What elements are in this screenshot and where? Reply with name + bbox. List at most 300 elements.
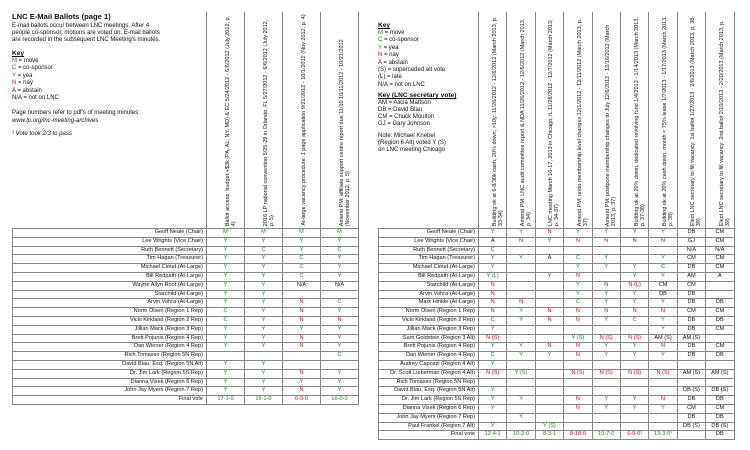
vote-cell: Y bbox=[283, 325, 321, 334]
member-row bbox=[379, 413, 735, 422]
vote-cell: N (S) bbox=[479, 334, 507, 343]
vote-cell: Y bbox=[479, 387, 507, 396]
member-name: John Jay Myers (Region 7 Rep) bbox=[13, 387, 207, 396]
secretary-key-am: AM = Alicia Mattson bbox=[378, 100, 431, 106]
key-meaning: = yea bbox=[381, 44, 399, 51]
vote-cell: CM bbox=[677, 255, 705, 264]
vote-cell: Y bbox=[620, 396, 648, 405]
vote-cell: Y bbox=[245, 237, 283, 246]
vote-cell: Y bbox=[620, 264, 648, 273]
vote-cell bbox=[564, 387, 592, 396]
key-item bbox=[12, 58, 39, 65]
member-row bbox=[13, 360, 359, 369]
vote-cell bbox=[507, 325, 535, 334]
member-row bbox=[379, 264, 735, 273]
vote-cell: N (L) bbox=[620, 281, 648, 290]
vote-cell bbox=[564, 413, 592, 422]
final-vote-label: Final vote bbox=[379, 431, 479, 440]
note-line-2: (Region 6 Alt) voted Y (S) bbox=[378, 140, 446, 146]
vote-cell: Y bbox=[245, 264, 283, 273]
vote-cell: N bbox=[535, 343, 563, 352]
member-row bbox=[379, 387, 735, 396]
vote-cell: Y bbox=[245, 290, 283, 299]
motion-column-header bbox=[479, 12, 507, 229]
vote-cell: DB bbox=[677, 290, 705, 299]
vote-cell bbox=[706, 378, 734, 387]
vote-cell: Y bbox=[649, 255, 677, 264]
vote-cell: Y bbox=[207, 378, 245, 387]
vote-cell bbox=[283, 352, 321, 361]
vote-cell: CM bbox=[677, 404, 705, 413]
vote-cell: DB (S) bbox=[706, 387, 734, 396]
final-vote-label: Final vote bbox=[13, 396, 207, 405]
vote-cell bbox=[649, 378, 677, 387]
vote-cell: Y bbox=[620, 352, 648, 361]
key-item bbox=[378, 82, 425, 89]
vote-cell bbox=[706, 334, 734, 343]
key-item bbox=[378, 74, 402, 81]
vote-cell: DB bbox=[706, 413, 734, 422]
vote-cell: CM bbox=[677, 281, 705, 290]
vote-cell: N (S) bbox=[592, 369, 620, 378]
vote-cell: Y bbox=[592, 316, 620, 325]
vote-cell: N bbox=[283, 369, 321, 378]
vote-cell: DB bbox=[677, 229, 705, 238]
vote-cell: C bbox=[564, 299, 592, 308]
member-name: Rich Tomasso (Region 5N Rep) bbox=[13, 352, 207, 361]
member-name: Dr. Jim Lark (Region 5S Rep) bbox=[379, 396, 479, 405]
vote-cell: N/A bbox=[321, 281, 359, 290]
vote-cell: N bbox=[507, 237, 535, 246]
vote-cell: Y bbox=[649, 325, 677, 334]
motion-title: Building ok at 6-8/30k cash, 20% down, >10y: 11/26/2012 - 12/6/2012 (March 2013, p. 33-34) bbox=[491, 16, 504, 226]
vote-cell bbox=[535, 325, 563, 334]
vote-cell bbox=[649, 360, 677, 369]
vote-cell: N bbox=[564, 343, 592, 352]
motion-column-header bbox=[592, 12, 620, 229]
key-code: Y bbox=[12, 72, 16, 79]
vote-cell: Y bbox=[479, 229, 507, 238]
vote-cell: M bbox=[245, 229, 283, 238]
member-name: Arvin Vohra (At-Large) bbox=[13, 299, 207, 308]
member-name: Michael Cloud (At-Large) bbox=[13, 264, 207, 273]
member-row bbox=[379, 316, 735, 325]
final-vote-tally: 10-2-0 bbox=[507, 431, 535, 440]
vote-cell: A bbox=[535, 255, 563, 264]
key-code: N bbox=[378, 52, 383, 59]
vote-cell: Y bbox=[564, 281, 592, 290]
motion-title: LNC meeting March 16-17, 2013 in Chicago, IL 11/28/2012 - 12/7/2012 (March 2013, p. 34-37) bbox=[548, 19, 561, 226]
vote-cell bbox=[535, 299, 563, 308]
key-code: M bbox=[378, 30, 383, 36]
vote-cell: Y bbox=[321, 369, 359, 378]
member-name: Bill Redpath (At-Large) bbox=[13, 272, 207, 281]
vote-cell: C bbox=[207, 316, 245, 325]
member-row bbox=[379, 334, 735, 343]
vote-cell: Y bbox=[207, 343, 245, 352]
key-code: (S) bbox=[378, 67, 386, 73]
vote-cell: Y bbox=[535, 352, 563, 361]
final-vote-tally: DB bbox=[706, 431, 734, 440]
vote-cell: Y bbox=[507, 255, 535, 264]
vote-cell: Y bbox=[321, 387, 359, 396]
vote-cell bbox=[592, 360, 620, 369]
vote-cell bbox=[620, 255, 648, 264]
vote-cell: DB bbox=[677, 413, 705, 422]
vote-cell: DB bbox=[677, 299, 705, 308]
vote-cell: A bbox=[706, 272, 734, 281]
vote-cell: N (S) bbox=[479, 369, 507, 378]
member-name: Vicki Kirkland (Region 2 Rep) bbox=[379, 316, 479, 325]
member-row bbox=[379, 352, 735, 361]
final-vote-row bbox=[13, 396, 359, 405]
vote-cell: Y bbox=[245, 316, 283, 325]
motion-title: Amend PM: postpone membership changes to July 12/6/2012 - 12/16/2012 (March 2013, p. 37) bbox=[605, 24, 617, 226]
vote-cell: CM bbox=[677, 308, 705, 317]
minutes-archive-link[interactable]: www.lp.org/lnc-meeting-archives bbox=[12, 118, 99, 124]
vote-cell: DB bbox=[649, 290, 677, 299]
vote-cell: N bbox=[620, 308, 648, 317]
vote-cell bbox=[564, 246, 592, 255]
key-meaning: = nay bbox=[16, 80, 33, 87]
member-row bbox=[13, 281, 359, 290]
key-code: Y bbox=[378, 44, 382, 51]
key-item bbox=[12, 95, 59, 102]
vote-cell: Y bbox=[321, 325, 359, 334]
member-name: Ruth Bennett (Secretary) bbox=[379, 246, 479, 255]
vote-cell: Y bbox=[620, 290, 648, 299]
vote-cell: C bbox=[479, 352, 507, 361]
vote-cell: Y bbox=[620, 272, 648, 281]
vote-cell: Y bbox=[321, 272, 359, 281]
member-row bbox=[379, 290, 735, 299]
key-meaning: = abstain bbox=[381, 59, 408, 66]
vote-cell bbox=[321, 360, 359, 369]
vote-cell: AM (S) bbox=[677, 334, 705, 343]
vote-cell: N bbox=[479, 308, 507, 317]
vote-cell bbox=[620, 325, 648, 334]
vote-cell bbox=[507, 422, 535, 431]
vote-cell: Y bbox=[245, 299, 283, 308]
vote-cell bbox=[620, 387, 648, 396]
member-name: Michael Cloud (At-Large) bbox=[379, 264, 479, 273]
secretary-key-cm: CM = Chuck Moulton bbox=[378, 114, 435, 120]
member-row bbox=[13, 308, 359, 317]
key-meaning: = yea bbox=[15, 72, 33, 79]
vote-cell: Y bbox=[283, 378, 321, 387]
motion-column-header bbox=[507, 12, 535, 229]
vote-cell: N bbox=[535, 316, 563, 325]
vote-cell bbox=[507, 264, 535, 273]
member-row bbox=[13, 316, 359, 325]
member-name: Norm Olsen (Region 1 Rep) bbox=[379, 308, 479, 317]
vote-cell: Y bbox=[592, 229, 620, 238]
vote-cell: Y bbox=[620, 404, 648, 413]
vote-cell: Y bbox=[592, 299, 620, 308]
vote-cell: N bbox=[564, 272, 592, 281]
vote-cell: CM bbox=[706, 343, 734, 352]
vote-cell: N (S) bbox=[620, 369, 648, 378]
motion-column-header bbox=[321, 12, 359, 229]
vote-cell: N bbox=[535, 229, 563, 238]
vote-cell bbox=[535, 387, 563, 396]
key-meaning: = superceded alt vote bbox=[386, 67, 446, 73]
vote-cell: Y bbox=[321, 264, 359, 273]
vote-cell: CM bbox=[649, 281, 677, 290]
vote-cell: N bbox=[592, 237, 620, 246]
vote-cell bbox=[507, 290, 535, 299]
page-ref-note: Page numbers refer to pdf's of meeting minutes: bbox=[12, 110, 140, 116]
vote-cell: Y bbox=[479, 404, 507, 413]
vote-cell: Y bbox=[207, 325, 245, 334]
key-meaning: = abstain bbox=[15, 87, 42, 94]
member-row bbox=[13, 272, 359, 281]
intro-line-2: people co-sponsor, motions are voted on. E-mail ballots bbox=[12, 30, 160, 36]
vote-cell bbox=[535, 404, 563, 413]
vote-cell: Y bbox=[564, 264, 592, 273]
member-name: Wayne Allyn Root (At-Large) bbox=[13, 281, 207, 290]
member-name: Lee Wrights (Vice Chair) bbox=[13, 237, 207, 246]
vote-cell: Y bbox=[507, 352, 535, 361]
vote-cell: Y bbox=[592, 343, 620, 352]
key-meaning: = co-sponsor bbox=[382, 37, 419, 44]
vote-cell: Y bbox=[507, 229, 535, 238]
member-row bbox=[379, 396, 735, 405]
vote-cell: N/A bbox=[706, 246, 734, 255]
vote-cell: Y (S) bbox=[507, 369, 535, 378]
key-code: N bbox=[12, 80, 17, 87]
vote-cell bbox=[706, 290, 734, 299]
key-code: (L) bbox=[378, 74, 386, 81]
vote-cell: Y bbox=[245, 334, 283, 343]
vote-cell: Y bbox=[649, 352, 677, 361]
vote-cell: C bbox=[479, 246, 507, 255]
secretary-key-db: DB = David Blau bbox=[378, 107, 423, 113]
secretary-key-title: Key (LNC secretary vote) bbox=[378, 92, 457, 99]
vote-cell: C bbox=[283, 272, 321, 281]
member-name: David Blau, Esq. (Region 5N Alt) bbox=[379, 387, 479, 396]
vote-cell: AM (S) bbox=[706, 369, 734, 378]
motion-column-header bbox=[564, 12, 592, 229]
vote-cell: N bbox=[283, 308, 321, 317]
member-row bbox=[379, 360, 735, 369]
motion-title: 2016 LP national convention 5/25-29 in Orlando, FL 5/27/2012 - 6/6/2012 (July 2012, p. 5) bbox=[262, 19, 275, 226]
vote-cell: Y bbox=[245, 378, 283, 387]
vote-cell: N/A bbox=[677, 246, 705, 255]
motion-title: Amend PM: affiliate support centre report due 11/10 10/11/2012 - 10/21/2012 (November 2012, p. 5) bbox=[338, 39, 351, 226]
vote-cell: C bbox=[620, 316, 648, 325]
motion-title: Building ok at 20% cash down, month < 75% lease 1/7/2013 - 1/17/2013 (March 2013, p. 38) bbox=[662, 16, 674, 226]
member-name: Geoff Neale (Chair) bbox=[13, 229, 207, 238]
vote-cell: Y bbox=[649, 404, 677, 413]
vote-cell: C bbox=[564, 255, 592, 264]
member-name: Jillian Mack (Region 3 Rep) bbox=[13, 325, 207, 334]
member-row bbox=[379, 229, 735, 238]
member-row bbox=[13, 352, 359, 361]
vote-cell: N bbox=[649, 308, 677, 317]
vote-cell: N bbox=[283, 334, 321, 343]
member-name: Starchild (At-Large) bbox=[379, 281, 479, 290]
vote-cell bbox=[507, 378, 535, 387]
vote-cell: M bbox=[283, 229, 321, 238]
vote-cell: N bbox=[283, 299, 321, 308]
member-row bbox=[13, 334, 359, 343]
member-name: Dr. Scott Lieberman (Region 4 Alt) bbox=[379, 369, 479, 378]
vote-cell: Y bbox=[245, 325, 283, 334]
final-vote-tally bbox=[677, 431, 705, 440]
vote-cell bbox=[677, 360, 705, 369]
vote-cell: Y bbox=[207, 290, 245, 299]
vote-cell: Y bbox=[207, 387, 245, 396]
key-item bbox=[378, 30, 405, 37]
vote-cell: Y bbox=[507, 413, 535, 422]
vote-cell: Y bbox=[479, 396, 507, 405]
vote-cell: N bbox=[649, 396, 677, 405]
vote-cell: N bbox=[479, 290, 507, 299]
vote-cell: Y bbox=[321, 237, 359, 246]
vote-table-page-2 bbox=[378, 12, 735, 440]
key-meaning: = move bbox=[17, 58, 39, 64]
motion-title: Elect LNC secretary to fill vacancy: 2nd ballot 2/10/2013 - 2/20/2013 (March 2013, p. 39) bbox=[718, 20, 731, 226]
key-item bbox=[12, 88, 42, 95]
vote-cell: M bbox=[321, 229, 359, 238]
member-name: Jillian Mack (Region 3 Rep) bbox=[379, 325, 479, 334]
vote-cell: Y bbox=[649, 272, 677, 281]
vote-cell: DB bbox=[677, 343, 705, 352]
vote-cell: N bbox=[321, 316, 359, 325]
vote-cell: Y bbox=[207, 264, 245, 273]
member-name: Dianna Visek (Region 6 Rep) bbox=[13, 378, 207, 387]
vote-cell bbox=[649, 246, 677, 255]
vote-cell: Y bbox=[592, 396, 620, 405]
vote-cell bbox=[283, 360, 321, 369]
vote-cell: Y bbox=[283, 246, 321, 255]
vote-cell: N bbox=[564, 316, 592, 325]
final-vote-tally: 13-3-0¹ bbox=[649, 431, 677, 440]
vote-cell: Y bbox=[245, 255, 283, 264]
final-vote-tally: 17-1-0 bbox=[207, 396, 245, 405]
final-vote-tally: 16-1-0 bbox=[245, 396, 283, 405]
vote-cell: Y bbox=[207, 281, 245, 290]
vote-cell bbox=[564, 325, 592, 334]
vote-cell: N (S) bbox=[564, 369, 592, 378]
vote-cell: Y bbox=[479, 264, 507, 273]
vote-cell: Y bbox=[321, 255, 359, 264]
vote-cell bbox=[564, 422, 592, 431]
vote-cell bbox=[535, 246, 563, 255]
vote-cell bbox=[507, 334, 535, 343]
vote-cell bbox=[620, 413, 648, 422]
member-row bbox=[13, 290, 359, 299]
vote-cell: N bbox=[564, 396, 592, 405]
vote-cell: Y bbox=[207, 255, 245, 264]
vote-cell: C bbox=[479, 316, 507, 325]
member-name: Ruth Bennett (Secretary) bbox=[13, 246, 207, 255]
key-title: Key bbox=[378, 22, 391, 29]
vote-cell: Y bbox=[207, 246, 245, 255]
vote-cell: A bbox=[479, 237, 507, 246]
vote-cell: Y bbox=[620, 299, 648, 308]
vote-cell: Y bbox=[649, 229, 677, 238]
vote-cell: DB bbox=[677, 264, 705, 273]
member-name: Audrey Capozzi (Region 4 Alt) bbox=[379, 360, 479, 369]
final-vote-tally: 10-7-0 bbox=[592, 431, 620, 440]
vote-cell: N bbox=[592, 281, 620, 290]
vote-cell: Y bbox=[564, 290, 592, 299]
member-name: Brett Pojunis (Region 4 Rep) bbox=[13, 334, 207, 343]
vote-cell bbox=[535, 360, 563, 369]
key-code: N/A bbox=[378, 81, 388, 88]
vote-cell: N (S) bbox=[592, 334, 620, 343]
final-vote-tally: 6-9-0¹ bbox=[620, 431, 648, 440]
member-name: Dan Wiener (Region 4 Rep) bbox=[13, 343, 207, 352]
vote-cell: Y bbox=[283, 237, 321, 246]
vote-cell: C bbox=[245, 246, 283, 255]
vote-cell: Y bbox=[535, 272, 563, 281]
vote-cell: Y bbox=[245, 281, 283, 290]
vote-cell bbox=[677, 378, 705, 387]
vote-cell: C bbox=[321, 299, 359, 308]
key-code: A bbox=[12, 87, 16, 94]
vote-cell bbox=[535, 264, 563, 273]
vote-cell bbox=[507, 387, 535, 396]
vote-cell bbox=[507, 360, 535, 369]
vote-cell: Y bbox=[245, 369, 283, 378]
key-meaning: = co-sponsor bbox=[16, 65, 53, 72]
vote-cell: Y bbox=[592, 404, 620, 413]
vote-cell: DB bbox=[677, 396, 705, 405]
vote-cell bbox=[535, 369, 563, 378]
vote-cell: Y bbox=[479, 360, 507, 369]
vote-cell: DB bbox=[706, 352, 734, 361]
member-name: Dr. Jim Lark (Region 5S Rep) bbox=[13, 369, 207, 378]
intro-line-1: E-mail ballots occur between LNC meetings. After 4 bbox=[12, 23, 150, 29]
vote-cell: CM bbox=[706, 264, 734, 273]
member-name: Dianna Visek (Region 6 Rep) bbox=[379, 404, 479, 413]
motion-column-header bbox=[283, 12, 321, 229]
member-name: Paul Frankel (Region 7 Alt) bbox=[379, 422, 479, 431]
vote-cell: N (S) bbox=[649, 369, 677, 378]
final-vote-tally: 8-3-1 bbox=[535, 431, 563, 440]
vote-cell bbox=[535, 378, 563, 387]
vote-cell: Y bbox=[245, 343, 283, 352]
vote-cell bbox=[706, 360, 734, 369]
vote-cell bbox=[564, 360, 592, 369]
key-item bbox=[378, 67, 445, 74]
member-row bbox=[13, 325, 359, 334]
vote-cell: N bbox=[507, 299, 535, 308]
vote-cell: DB bbox=[706, 396, 734, 405]
member-name: Rich Tomasso (Region 5N Rep) bbox=[379, 378, 479, 387]
vote-cell: Y bbox=[245, 272, 283, 281]
member-name: Lee Wrights (Vice Chair) bbox=[379, 237, 479, 246]
member-row bbox=[13, 299, 359, 308]
vote-cell: C bbox=[283, 264, 321, 273]
vote-cell bbox=[207, 352, 245, 361]
vote-cell: N bbox=[564, 237, 592, 246]
vote-cell: Y bbox=[592, 352, 620, 361]
vote-cell: Y bbox=[207, 272, 245, 281]
vote-cell: Y bbox=[507, 396, 535, 405]
key-meaning: = late bbox=[385, 74, 402, 81]
vote-cell: Y bbox=[321, 308, 359, 317]
member-row bbox=[379, 325, 735, 334]
vote-cell bbox=[507, 281, 535, 290]
vote-cell bbox=[479, 378, 507, 387]
vote-cell bbox=[620, 422, 648, 431]
vote-cell: N (S) bbox=[620, 334, 648, 343]
vote-cell bbox=[592, 272, 620, 281]
